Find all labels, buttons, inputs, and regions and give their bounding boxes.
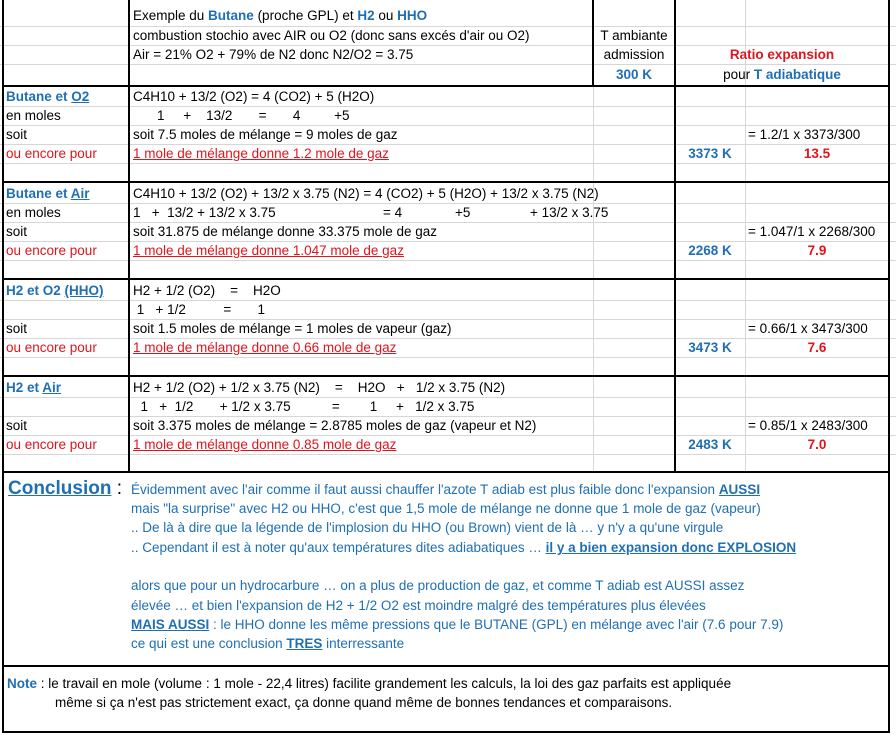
section-title-underlined: Air	[70, 186, 90, 201]
conclusion-line	[131, 634, 404, 653]
soit-text: soit 1.5 moles de mélange = 1 moles de vapeur (gaz)	[133, 321, 452, 336]
conclusion-emphasis: AUSSI	[718, 482, 761, 497]
header-text: pour	[723, 67, 754, 82]
note-label: Note	[7, 676, 37, 691]
ratio-formula: = 0.66/1 x 3473/300	[748, 321, 868, 336]
note-text: : le travail en mole (volume : 1 mole - 22,4 litres) facilite grandement les calculs, la loi des gaz parfaits est appliquée	[37, 676, 732, 691]
moles-line: +5	[455, 205, 471, 220]
section-title-h2-o2	[6, 281, 104, 300]
conclusion-text: .. Cependant il est à noter qu'aux températures dites adiabatiques …	[131, 540, 546, 555]
row-label-ou-encore: ou encore pour	[6, 146, 97, 161]
temperature-value: 3473 K	[688, 340, 732, 355]
conclusion-emphasis: TRES	[286, 636, 323, 651]
note-line: même si ça n'est pas strictement exact, ça donne quand même de bonnes tendances et comparaisons.	[55, 695, 673, 710]
moles-line: = 4	[383, 205, 403, 220]
grid-line	[0, 454, 896, 455]
grid-line	[0, 163, 896, 164]
ratio-value: 7.9	[807, 243, 827, 258]
row-label-soit: soit	[6, 321, 28, 336]
header-butane: Butane	[208, 8, 254, 23]
border	[2, 278, 890, 280]
border	[2, 731, 890, 733]
conclusion-title: Conclusion	[8, 478, 112, 499]
section-title-underlined: Air	[42, 380, 62, 395]
moles-line: 1 + 13/2 = 4 +5	[157, 108, 350, 123]
ratio-value: 13.5	[803, 146, 831, 161]
conclusion-line: élevée … et bien l'expansion de H2 + 1/2 O2 est moindre malgré des températures plus élevées	[131, 598, 706, 613]
border	[2, 181, 890, 183]
row-label-soit: soit	[6, 224, 28, 239]
result-text: 1 mole de mélange donne 0.66 mole de gaz	[133, 340, 397, 355]
equation: H2 + 1/2 (O2) + 1/2 x 3.75 (N2) = H2O + 1/2 x 3.75 (N2)	[133, 380, 506, 395]
header-line3: Air = 21% O2 + 79% de N2 donc N2/O2 = 3.75	[133, 47, 414, 62]
section-title-underlined: (HHO)	[64, 283, 104, 298]
row-label-en-moles: en moles	[6, 205, 61, 220]
temperature-value: 2483 K	[688, 437, 732, 452]
header-line2: combustion stochio avec AIR ou O2 (donc sans excés d'air ou O2)	[133, 28, 530, 43]
section-title-text: Butane et	[6, 186, 71, 201]
conclusion-line: mais "la surprise" avec H2 ou HHO, c'est que 1,5 mole de mélange ne donne que 1 mole de gaz (vapeur)	[131, 501, 761, 516]
equation: C4H10 + 13/2 (O2) + 13/2 x 3.75 (N2) = 4 (CO2) + 5 (H2O) + 13/2 x 3.75 (N2)	[133, 186, 599, 201]
conclusion-text: interressante	[322, 636, 405, 651]
section-title-butane-air	[6, 184, 90, 203]
header-line1	[133, 6, 427, 25]
conclusion-line	[131, 615, 783, 634]
grid-line	[0, 357, 896, 358]
header-t300: 300 K	[615, 67, 653, 82]
row-label-ou-encore: ou encore pour	[6, 243, 97, 258]
header-admission: admission	[603, 47, 665, 62]
conclusion-line: .. De là à dire que la légende de l'implosion du HHO (ou Brown) vient de là … y n'y a qu'une virgule	[131, 520, 724, 535]
border	[2, 665, 890, 667]
grid-line	[0, 260, 896, 261]
ratio-formula: = 0.85/1 x 2483/300	[748, 418, 868, 433]
result-text: 1 mole de mélange donne 1.2 mole de gaz	[133, 146, 389, 161]
soit-text: soit 3.375 moles de mélange = 2.8785 moles de gaz (vapeur et N2)	[133, 418, 537, 433]
equation: C4H10 + 13/2 (O2) = 4 (CO2) + 5 (H2O)	[133, 89, 375, 104]
conclusion-line	[131, 480, 760, 499]
header-pour-t-adiabatique	[676, 65, 888, 84]
result-text: 1 mole de mélange donne 0.85 mole de gaz	[133, 437, 397, 452]
moles-line: 1 + 13/2 + 13/2 x 3.75	[133, 205, 276, 220]
header-ratio-expansion: Ratio expansion	[729, 47, 835, 62]
conclusion-text: Évidemment avec l'air comme il faut aussi chauffer l'azote T adiab est plus faible donc l'expansion	[131, 482, 719, 497]
border	[2, 471, 890, 473]
header-t-ambiante: T ambiante	[600, 28, 668, 43]
section-title-butane-o2	[6, 87, 89, 106]
ratio-value: 7.6	[807, 340, 827, 355]
section-title-text: H2 et O2	[6, 283, 65, 298]
row-label-soit: soit	[6, 127, 28, 142]
border	[128, 0, 130, 473]
border	[888, 0, 890, 733]
moles-line: + 13/2 x 3.75	[530, 205, 609, 220]
temperature-value: 2268 K	[688, 243, 732, 258]
moles-line: 1 + 1/2 = 1	[133, 302, 266, 317]
ratio-formula: = 1.047/1 x 2268/300	[748, 224, 876, 239]
moles-line: 1 + 1/2 + 1/2 x 3.75 = 1 + 1/2 x 3.75	[133, 399, 475, 414]
header-text: (proche GPL) et	[253, 8, 358, 23]
temperature-value: 3373 K	[688, 146, 732, 161]
note-line	[7, 674, 731, 693]
soit-text: soit 31.875 de mélange donne 33.375 mole de gaz	[133, 224, 437, 239]
conclusion-emphasis: MAIS AUSSI	[131, 617, 210, 632]
section-title-h2-air	[6, 378, 61, 397]
soit-text: soit 7.5 moles de mélange = 9 moles de gaz	[133, 127, 398, 142]
header-text: ou	[374, 8, 398, 23]
conclusion-emphasis: il y a bien expansion donc EXPLOSION	[545, 540, 797, 555]
section-title-text: H2 et	[6, 380, 43, 395]
conclusion-text: : le HHO donne les même pressions que le BUTANE (GPL) en mélange avec l'air (7.6 pour 7.9)	[209, 617, 784, 632]
result-text: 1 mole de mélange donne 1.047 mole de gaz	[133, 243, 404, 258]
row-label-ou-encore: ou encore pour	[6, 340, 97, 355]
row-label-en-moles: en moles	[6, 108, 61, 123]
grid-line	[0, 106, 896, 107]
ratio-value: 7.0	[807, 437, 827, 452]
ratio-formula: = 1.2/1 x 3373/300	[748, 127, 861, 142]
header-text: Exemple du	[133, 8, 209, 23]
section-title-text: Butane et	[6, 89, 72, 104]
header-t-adiabatique: T adiabatique	[753, 67, 841, 82]
border	[2, 0, 4, 733]
equation: H2 + 1/2 (O2) = H2O	[133, 283, 281, 298]
conclusion-line: alors que pour un hydrocarbure … on a plus de production de gaz, et comme T adiab est AUSSI assez	[131, 578, 745, 593]
header-h2: H2	[357, 8, 375, 23]
row-label-ou-encore: ou encore pour	[6, 437, 97, 452]
conclusion-heading	[8, 478, 122, 500]
conclusion-line	[131, 538, 796, 557]
header-hho: HHO	[397, 8, 428, 23]
conclusion-colon: :	[111, 478, 123, 499]
conclusion-text: ce qui est une conclusion	[131, 636, 287, 651]
border	[2, 375, 890, 377]
row-label-soit: soit	[6, 418, 28, 433]
section-title-underlined: O2	[71, 89, 90, 104]
